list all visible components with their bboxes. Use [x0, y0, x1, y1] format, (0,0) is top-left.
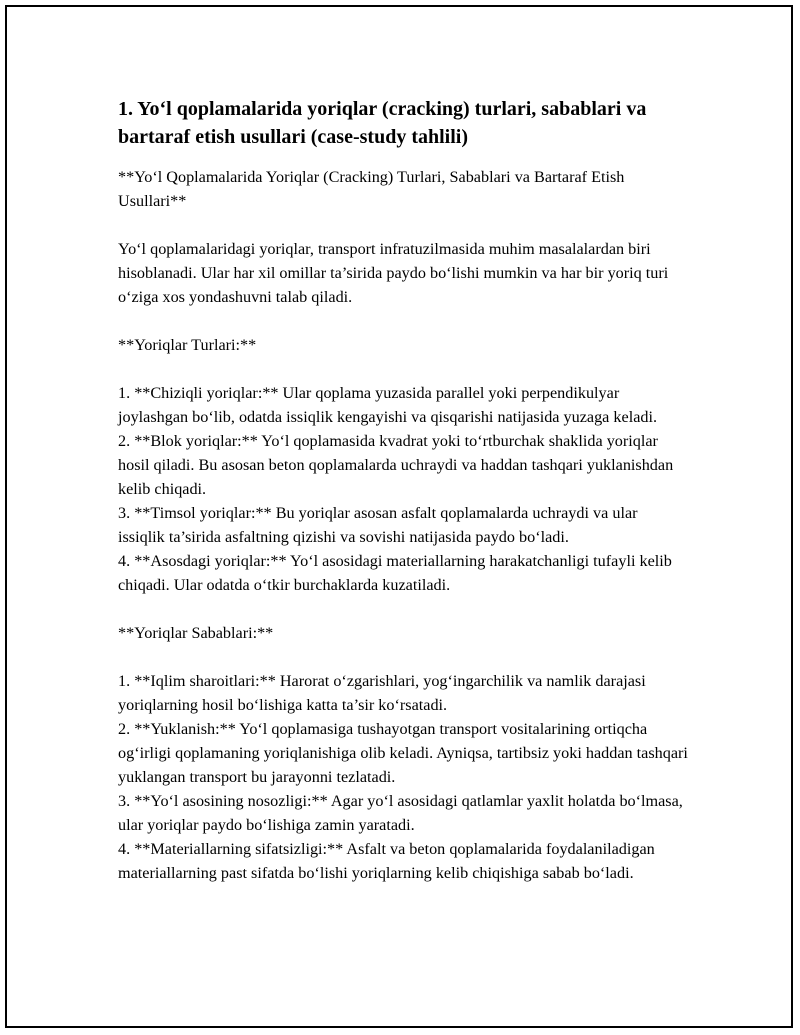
list-item: 3. **Yo‘l asosining nosozligi:** Agar yo‘l asosidagi qatlamlar yaxlit holatda bo‘lmasa, ular yoriqlar paydo bo‘lishiga zamin yaratadi.	[118, 792, 683, 834]
document-body	[118, 95, 688, 909]
causes-heading: **Yoriqlar Sabablari:**	[118, 624, 274, 642]
intro-paragraph: Yo‘l qoplamalaridagi yoriqlar, transport infratuzilmasida muhim masalalardan biri hisoblanadi. Ular har xil omillar ta’sirida paydo bo‘lishi mumkin va har bir yoriq turi o‘ziga xos yondashuvni talab qiladi.	[118, 240, 669, 306]
document-title: 1. Yo‘l qoplamalarida yoriqlar (cracking) turlari, sabablari va bartaraf etish usullari (case-study tahlili)	[118, 98, 647, 148]
causes-list	[118, 669, 688, 885]
list-item: 4. **Materiallarning sifatsizligi:** Asfalt va beton qoplamalarida foydalaniladigan materiallarning past sifatda bo‘lishi yoriqlarning kelib chiqishiga sabab bo‘ladi.	[118, 840, 655, 882]
document-subtitle: **Yo‘l Qoplamalarida Yoriqlar (Cracking) Turlari, Sabablari va Bartaraf Etish Usullari**	[118, 168, 625, 210]
types-list	[118, 381, 688, 597]
list-item: 2. **Yuklanish:** Yo‘l qoplamasiga tushayotgan transport vositalarining ortiqcha og‘irligi qoplamaning yoriqlanishiga olib keladi. Ayniqsa, tartibsiz yoki haddan tashqari yuklangan transport bu jarayonni tezlatadi.	[118, 720, 688, 786]
list-item: 1. **Iqlim sharoitlari:** Harorat o‘zgarishlari, yog‘ingarchilik va namlik darajasi yoriqlarning hosil bo‘lishiga katta ta’sir ko‘rsatadi.	[118, 672, 646, 714]
list-item: 2. **Blok yoriqlar:** Yo‘l qoplamasida kvadrat yoki to‘rtburchak shaklida yoriqlar hosil qiladi. Bu asosan beton qoplamalarda uchraydi va haddan tashqari yuklanishdan kelib chiqadi.	[118, 432, 674, 498]
list-item: 3. **Timsol yoriqlar:** Bu yoriqlar asosan asfalt qoplamalarda uchraydi va ular issiqlik ta’sirida asfaltning qizishi va sovishi natijasida paydo bo‘ladi.	[118, 504, 638, 546]
types-heading: **Yoriqlar Turlari:**	[118, 336, 257, 354]
list-item: 1. **Chiziqli yoriqlar:** Ular qoplama yuzasida parallel yoki perpendikulyar joylashgan bo‘lib, odatda issiqlik kengayishi va qisqarishi natijasida yuzaga keladi.	[118, 384, 658, 426]
list-item: 4. **Asosdagi yoriqlar:** Yo‘l asosidagi materiallarning harakatchanligi tufayli kelib chiqadi. Ular odatda o‘tkir burchaklarda kuzatiladi.	[118, 552, 672, 594]
